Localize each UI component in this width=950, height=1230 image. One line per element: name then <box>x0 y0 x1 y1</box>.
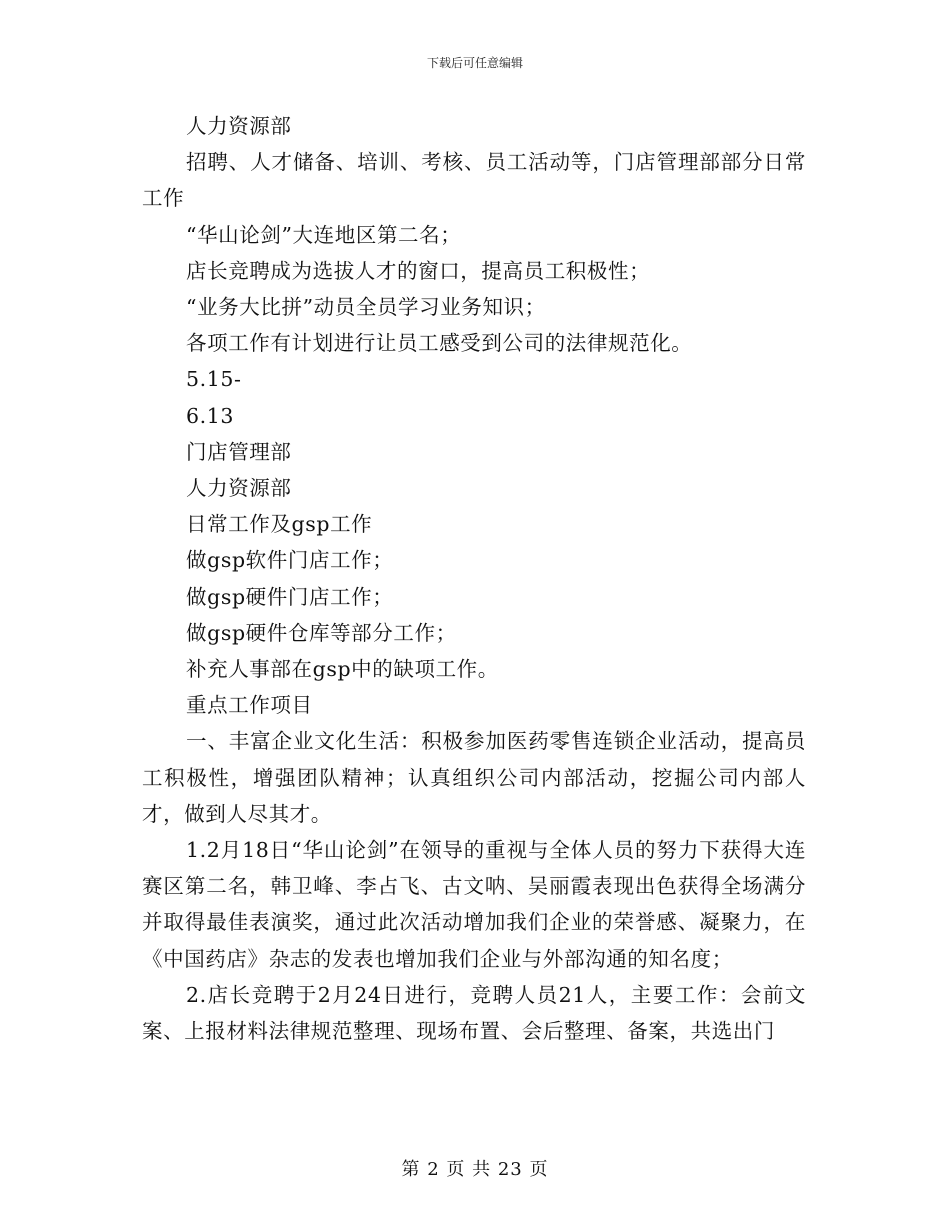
paragraph: 日常工作及gsp工作 <box>186 512 373 537</box>
paragraph: 6.13 <box>186 403 235 428</box>
paragraph: 补充人事部在gsp中的缺项工作。 <box>186 657 499 682</box>
paragraph: 店长竞聘成为选拔人才的窗口，提高员工积极性； <box>186 258 651 283</box>
document-body <box>142 108 806 1049</box>
paragraph: 2.店长竞聘于2月24日进行，竞聘人员21人，主要工作：会前文案、上报材料法律规范整理、现场布置、会后整理、备案，共选出门 <box>142 982 806 1044</box>
page-footer: 第 2 页 共 23 页 <box>401 1159 549 1180</box>
paragraph: 人力资源部 <box>186 114 292 138</box>
paragraph: 人力资源部 <box>186 476 292 501</box>
paragraph: 重点工作项目 <box>186 693 313 718</box>
page-header: 下载后可任意编辑 <box>426 56 523 70</box>
paragraph: “业务大比拼”动员全员学习业务知识； <box>186 295 546 320</box>
paragraph: 各项工作有计划进行让员工感受到公司的法律规范化。 <box>186 331 693 356</box>
paragraph: 门店管理部 <box>186 439 292 464</box>
paragraph: 做gsp硬件仓库等部分工作； <box>186 620 457 645</box>
paragraph: 做gsp硬件门店工作； <box>186 584 394 609</box>
paragraph: 1.2月18日“华山论剑”在领导的重视与全体人员的努力下获得大连赛区第二名，韩卫峰、李占飞、古文呐、吴丽霞表现出色获得全场满分并取得最佳表演奖，通过此次活动增加我们企业的荣誉感、凝聚力，在《中国药店》杂志的发表也增加我们企业与外部沟通的知名度； <box>142 838 806 971</box>
paragraph: 招聘、人才储备、培训、考核、员工活动等，门店管理部部分日常工作 <box>142 150 806 211</box>
paragraph: “华山论剑”大连地区第二名； <box>186 222 462 247</box>
paragraph: 5.15- <box>186 367 242 392</box>
paragraph: 一、丰富企业文化生活：积极参加医药零售连锁企业活动，提高员工积极性，增强团队精神；认真组织公司内部活动，挖掘公司内部人才，做到人尽其才。 <box>142 729 806 826</box>
paragraph: 做gsp软件门店工作； <box>186 548 394 573</box>
